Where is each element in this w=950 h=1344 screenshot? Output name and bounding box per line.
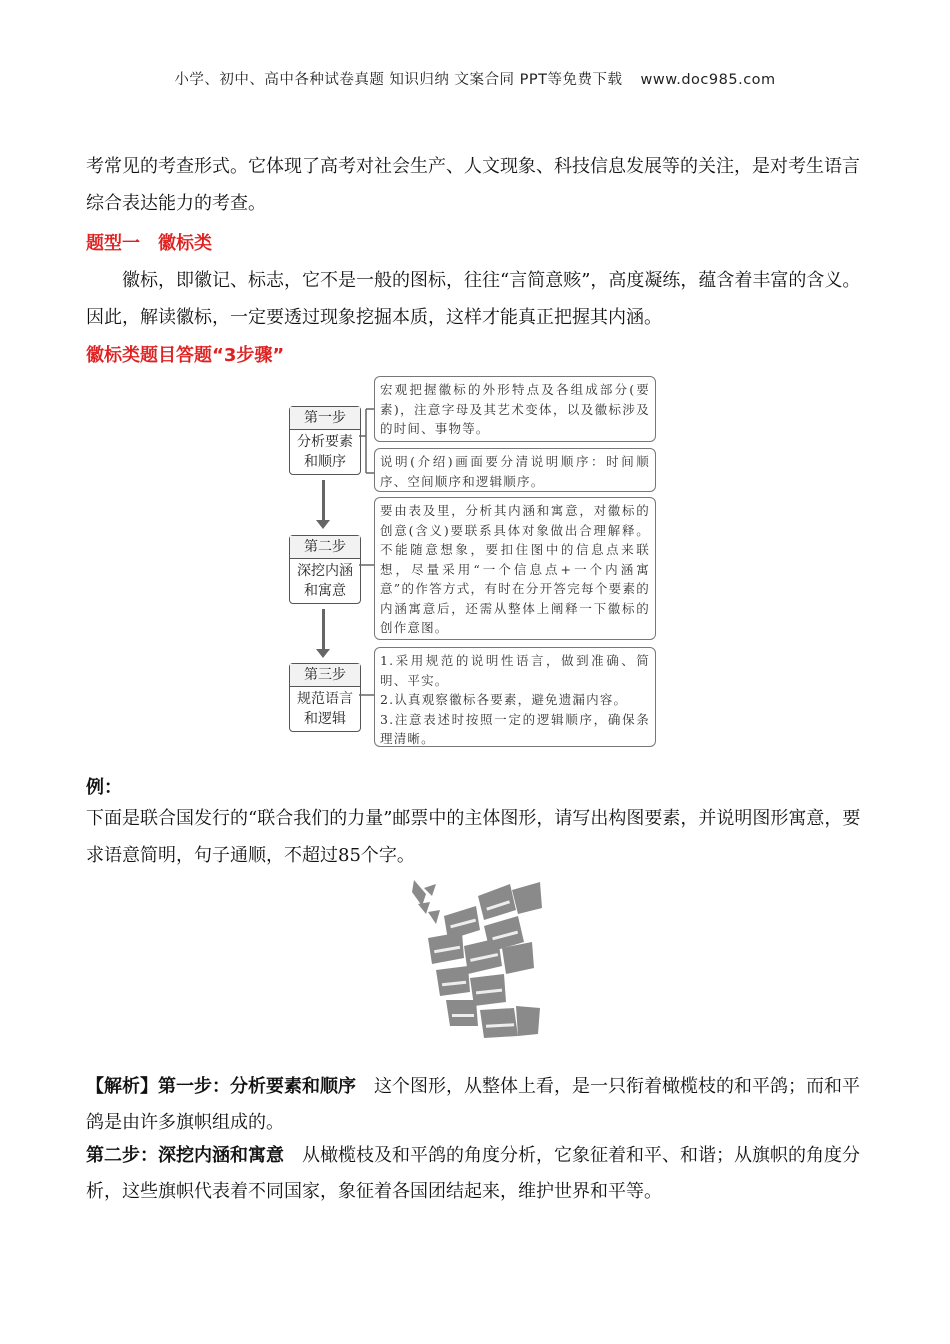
header-url[interactable]: www.doc985.com <box>640 72 776 88</box>
example-text: 下面是联合国发行的“联合我们的力量”邮票中的主体图形，请写出构图要素，并说明图形寓意，要求语意简明，句子通顺，不超过85个字。 <box>86 808 861 866</box>
connector-step1 <box>359 409 374 473</box>
desc-box-3: 要由表及里，分析其内涵和寓意，对徽标的创意(含义)要联系具体对象做出合理解释。不能随意想象，要扣住图中的信息点来联想，尽量采用“一个信息点+一个内涵寓意”的作答方式，有时在分开答完每个要素的内涵寓意后，还需从整体上阐释一下徽标的创作意图。 <box>374 497 656 640</box>
analysis-text-2: 从橄榄枝及和平鸽的角度分析，它象征着和平、和谐；从旗帜的角度分析，这些旗帜代表着不同国家，象征着各国团结起来，维护世界和平等。 <box>86 1145 860 1202</box>
example-label: 例： <box>86 777 122 798</box>
step-3-line1: 规范语言 <box>297 691 353 707</box>
desc-box-4-line2: 2.认真观察徽标各要素，避免遗漏内容。 <box>380 692 628 707</box>
section-title: 题型一 徽标类 <box>86 233 212 254</box>
analysis-paragraph-1 <box>86 1069 866 1141</box>
step-1-line1: 分析要素 <box>297 434 353 450</box>
step-2-line2: 和寓意 <box>304 583 346 599</box>
intro-paragraph: 考常见的考查形式。它体现了高考对社会生产、人文现象、科技信息发展等的关注，是对考生语言综合表达能力的考查。 <box>86 156 860 214</box>
analysis-paragraph-2 <box>86 1138 866 1210</box>
steps-title: 徽标类题目答题“3步骤” <box>86 345 285 366</box>
analysis-label: 【解析】第一步：分析要素和顺序 <box>86 1076 356 1097</box>
desc-box-4-line1: 1.采用规范的说明性语言，做到准确、简明、平实。 <box>380 653 650 688</box>
desc-box-4-line3: 3.注意表述时按照一定的逻辑顺序，确保条理清晰。 <box>380 711 650 746</box>
desc-box-1: 宏观把握徽标的外形特点及各组成部分(要素)，注意字母及其艺术变体，以及徽标涉及的时间、事物等。 <box>374 376 656 442</box>
step-2-head: 第二步 <box>290 536 360 559</box>
step-1-line2: 和顺序 <box>304 454 346 470</box>
step-3-line2: 和逻辑 <box>304 711 346 727</box>
answer-steps-flowchart <box>285 376 665 751</box>
step-3-head: 第三步 <box>290 664 360 687</box>
page-header <box>0 68 950 89</box>
peace-dove-flags-image <box>406 876 544 1046</box>
desc-box-2: 说明(介绍)画面要分清说明顺序：时间顺序、空间顺序和逻辑顺序。 <box>374 448 656 492</box>
analysis-step2-label: 第二步：深挖内涵和寓意 <box>86 1145 284 1166</box>
step-2-line1: 深挖内涵 <box>297 563 353 579</box>
step-1-head: 第一步 <box>290 407 360 430</box>
section-body: 徽标，即徽记、标志，它不是一般的图标，往往“言简意赅”，高度凝练，蕴含着丰富的含义。因此，解读徽标，一定要透过现象挖掘本质，这样才能真正把握其内涵。 <box>86 270 861 328</box>
desc-box-4 <box>374 647 656 747</box>
analysis-text-1: 这个图形，从整体上看，是一只衔着橄榄枝的和平鸽；而和平鸽是由许多旗帜组成的。 <box>86 1076 860 1133</box>
header-title: 小学、初中、高中各种试卷真题 知识归纳 文案合同 PPT等免费下载 <box>174 72 623 88</box>
